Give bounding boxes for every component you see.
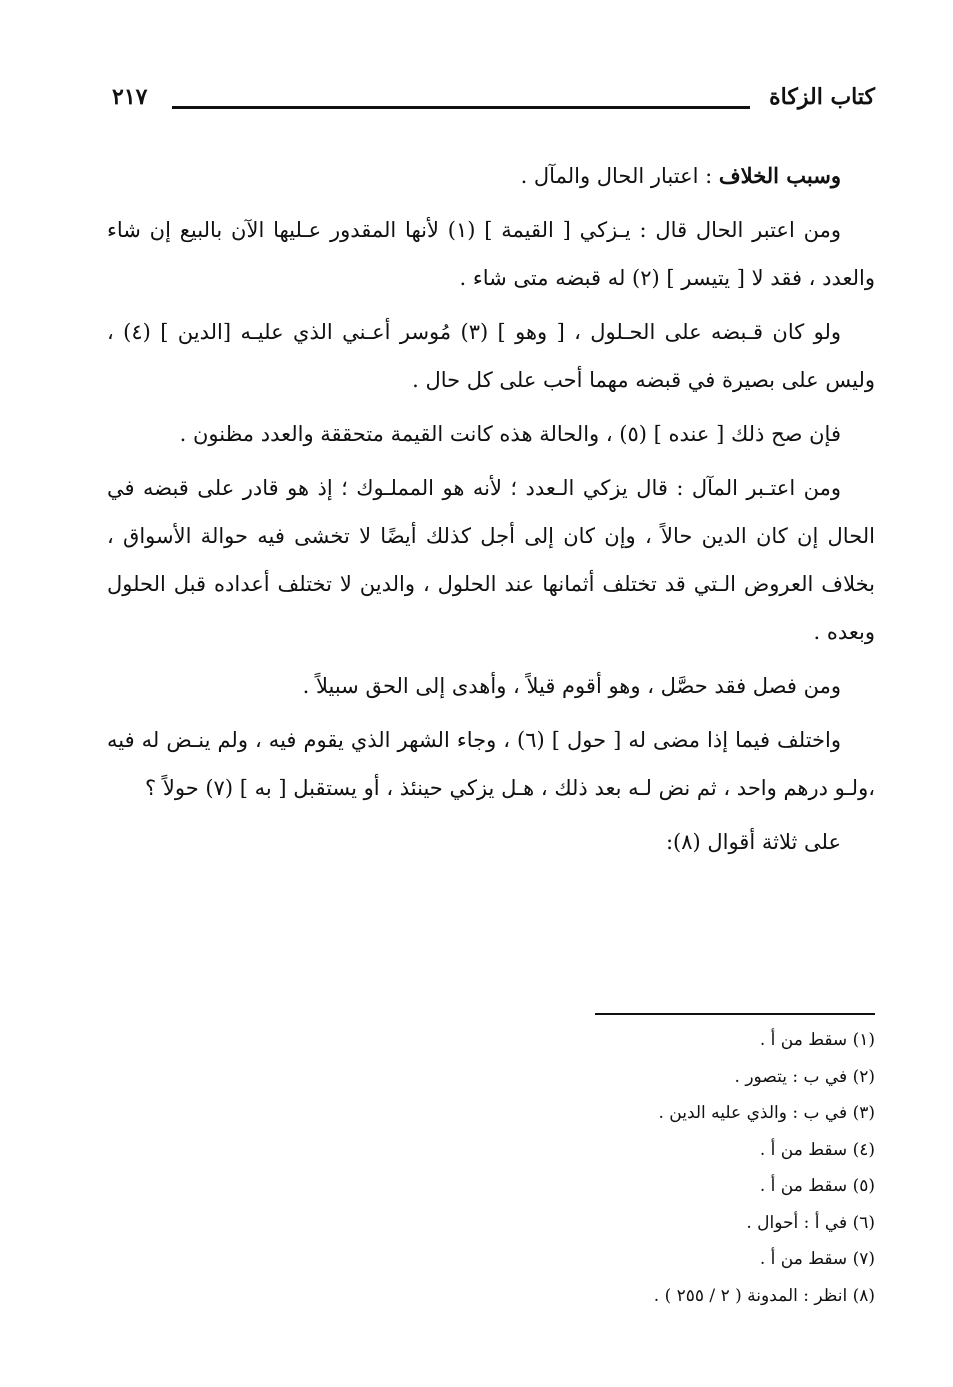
header-rule (172, 106, 750, 109)
paragraph (107, 206, 875, 302)
footnote: (٨) انظر : المدونة ( ٢ / ٢٥٥ ) . (653, 1285, 875, 1306)
paragraph-text: ومن اعتـبر المآل : قال يزكي الـعدد ؛ لأنه هو المملـوك ؛ إذ هو قادر على قبضه في الحال إن كان الدين حالاً ، وإن كان إلى أجل كذلك أيضًا لا تخشى فيه حوالة الأسواق ، بخلاف العروض الـتي قد تختلف أثمانها عند الحلول ، والدين لا تختلف أعداده قبل الحلول وبعده . (107, 476, 875, 644)
footnote: (٦) في أ : أحوال . (746, 1212, 875, 1233)
page-number: ٢١٧ (112, 84, 148, 110)
paragraph-text: ومن فصل فقد حصَّل ، وهو أقوم قيلاً ، وأهدى إلى الحق سبيلاً . (302, 674, 841, 698)
chapter-title: كتاب الزكاة (769, 84, 875, 110)
footnote: (٢) في ب : يتصور . (734, 1066, 875, 1087)
footnote-separator (595, 1013, 875, 1015)
paragraph (107, 410, 875, 458)
footnote: (٣) في ب : والذي عليه الدين . (658, 1103, 875, 1123)
paragraph (107, 308, 875, 404)
footnote: (١) سقط من أ . (759, 1030, 875, 1050)
paragraph (107, 464, 875, 656)
paragraph-text: : اعتبار الحال والمآل . (520, 164, 719, 188)
footnote: (٧) سقط من أ . (759, 1249, 875, 1269)
paragraph-text: على ثلاثة أقوال (٨): (665, 830, 841, 854)
paragraph-text: ولو كان قـبضه على الحـلول ، [ وهو ] (٣) مُوسر أعـني الذي عليـه [الدين ] (٤) ، وليس على بصيرة في قبضه مهما أحب على كل حال . (107, 320, 875, 392)
paragraph (107, 716, 875, 812)
paragraph-text: فإن صح ذلك [ عنده ] (٥) ، والحالة هذه كانت القيمة متحققة والعدد مظنون . (179, 422, 841, 446)
paragraph (107, 818, 875, 866)
footnote: (٤) سقط من أ . (759, 1139, 875, 1160)
paragraph-text: ومن اعتبر الحال قال : يـزكي [ القيمة ] (١) لأنها المقدور عـليها الآن بالبيع إن شاء والعدد ، فقد لا [ يتيسر ] (٢) له قبضه متى شاء . (107, 218, 875, 290)
paragraph (107, 152, 875, 200)
paragraph (107, 662, 875, 710)
running-header (112, 84, 875, 124)
body-text (107, 152, 875, 872)
paragraph-text: واختلف فيما إذا مضى له [ حول ] (٦) ، وجاء الشهر الذي يقوم فيه ، ولم ينـض له فيه ،ولـو درهم واحد ، ثم نض لـه بعد ذلك ، هـل يزكي حينئذ ، أو يستقبل [ به ] (٧) حولاً ؟ (107, 728, 875, 800)
paragraph-lead: وسبب الخلاف (718, 163, 841, 188)
footnotes (275, 1022, 875, 1314)
footnote: (٥) سقط من أ . (759, 1176, 875, 1196)
